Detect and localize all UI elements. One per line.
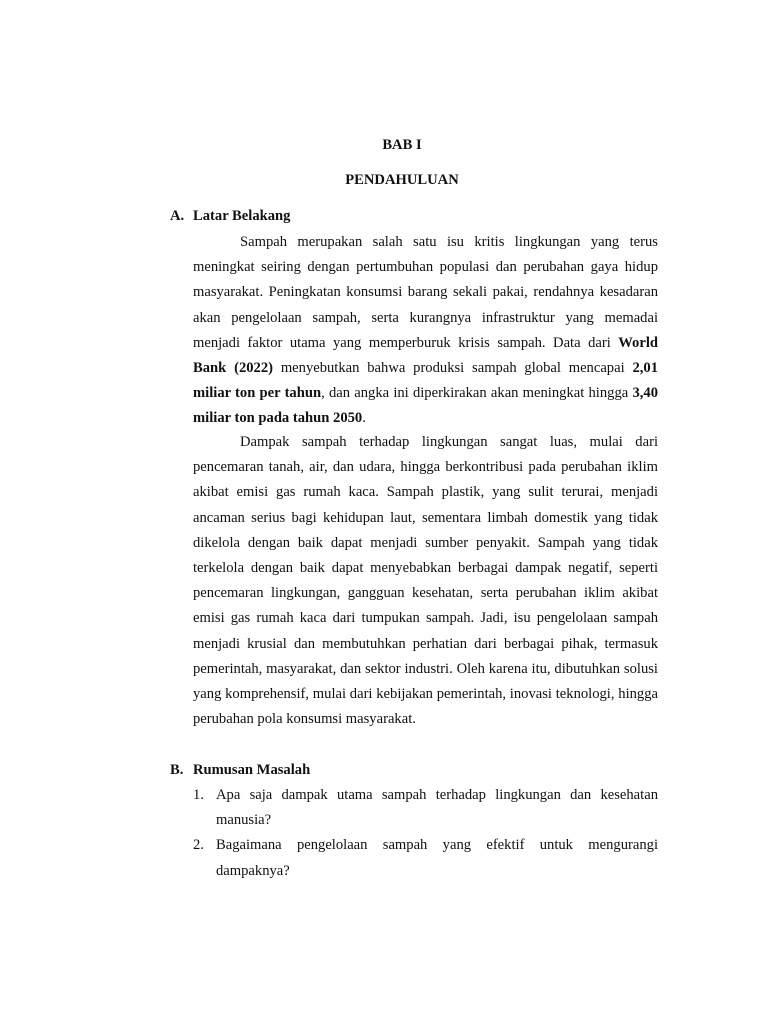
chapter-title: PENDAHULUAN (345, 172, 459, 188)
paragraph-latar-belakang-2 (193, 430, 658, 732)
research-questions-list (193, 783, 658, 884)
list-number: 2. (193, 837, 204, 854)
list-item (193, 783, 658, 833)
section-letter: B. (170, 762, 184, 778)
paragraph-text: Sampah merupakan salah satu isu kritis lingkungan yang terus meningkat seiring dengan pertumbuhan populasi dan perubahan gaya hidup masyarakat. Peningkatan konsumsi barang sekali pakai, rendahnya kesadaran akan pengelolaan sampah, serta kurangnya infrastruktur yang memadai menjadi faktor utama yang memperburuk krisis sampah. Data dari (193, 234, 658, 351)
paragraph-text: , dan angka ini diperkirakan akan meningkat hingga (321, 385, 633, 402)
bold-current-figure: 2,01 miliar ton per tahun (193, 360, 658, 402)
bold-source: World Bank (2022) (193, 334, 658, 377)
paragraph-text: . (362, 410, 366, 427)
paragraph-text: menyebutkan bahwa produksi sampah global mencapai (273, 360, 633, 377)
section-letter: A. (170, 208, 185, 224)
paragraph-text: Dampak sampah terhadap lingkungan sangat luas, mulai dari pencemaran tanah, air, dan udara, hingga berkontribusi pada perubahan iklim akibat emisi gas rumah kaca. Sampah plastik, yang sulit terurai, menjadi ancaman serius bagi kehidupan laut, sementara limbah domestik yang tidak dikelola dengan baik dapat menjadi sumber penyakit. Sampah yang tidak terkelola dengan baik dapat menyebabkan berbagai dampak negatif, seperti pencemaran lingkungan, gangguan kesehatan, serta perubahan iklim akibat emisi gas rumah kaca dari tumpukan sampah. Jadi, isu pengelolaan sampah menjadi krusial dan membutuhkan perhatian dari berbagai pihak, termasuk pemerintah, masyarakat, dan sektor industri. Oleh karena itu, dibutuhkan solusi yang komprehensif, mulai dari kebijakan pemerintah, inovasi teknologi, hingga perubahan pola konsumsi masyarakat. (193, 434, 658, 728)
list-item (193, 833, 658, 883)
section-title: Rumusan Masalah (193, 762, 311, 778)
list-number: 1. (193, 787, 204, 803)
section-heading-latar-belakang (170, 206, 290, 226)
paragraph-latar-belakang-1 (193, 230, 658, 432)
bold-projected-figure: 3,40 miliar ton pada tahun 2050 (193, 385, 658, 427)
section-title: Latar Belakang (193, 208, 291, 224)
section-heading-rumusan-masalah (170, 760, 310, 780)
list-item-text: Bagaimana pengelolaan sampah yang efektif untuk mengurangi dampaknya? (216, 837, 658, 879)
chapter-number: BAB I (382, 137, 422, 153)
list-item-text: Apa saja dampak utama sampah terhadap lingkungan dan kesehatan manusia? (216, 787, 658, 829)
